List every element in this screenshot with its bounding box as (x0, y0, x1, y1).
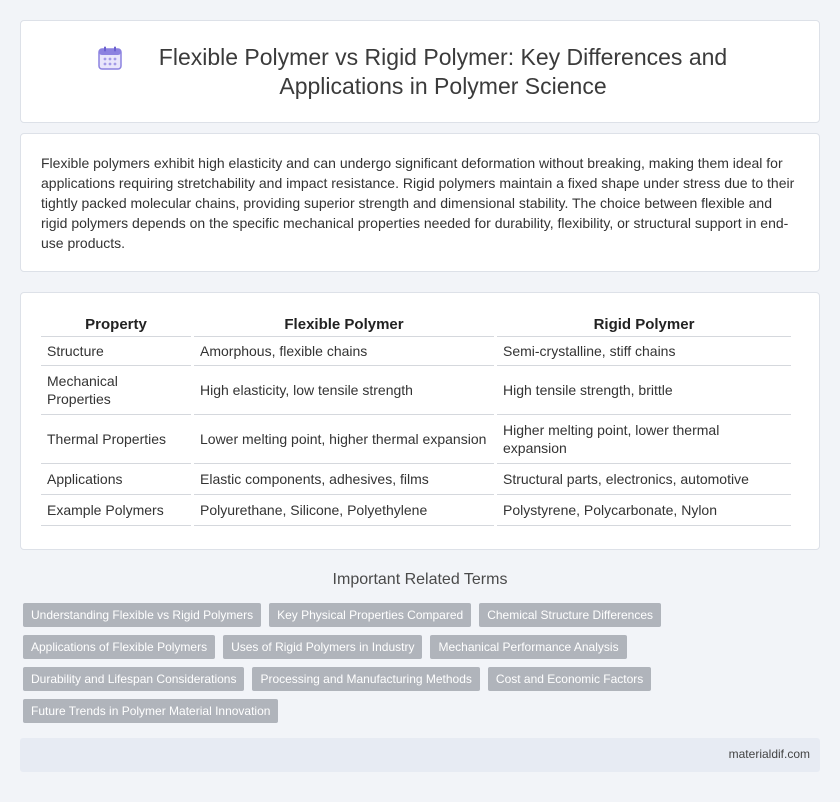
table-cell: High elasticity, low tensile strength (194, 366, 494, 415)
table-cell: Amorphous, flexible chains (194, 337, 494, 366)
table-cell: Applications (41, 464, 191, 495)
header-rigid-polymer: Rigid Polymer (497, 314, 791, 337)
tag-link[interactable]: Key Physical Properties Compared (269, 603, 471, 627)
footer-site-link[interactable]: materialdif.com (728, 747, 810, 761)
comparison-table (38, 314, 794, 526)
related-terms-heading: Important Related Terms (332, 571, 508, 588)
table-cell: High tensile strength, brittle (497, 366, 791, 415)
comparison-table-card (20, 292, 820, 550)
table-row (41, 366, 791, 415)
tag-link[interactable]: Uses of Rigid Polymers in Industry (223, 635, 422, 659)
calendar-icon (97, 45, 123, 71)
table-row (41, 415, 791, 464)
header-flexible-polymer: Flexible Polymer (194, 314, 494, 337)
tag-row (23, 667, 823, 691)
tag-row (23, 603, 823, 627)
table-cell: Structural parts, electronics, automotive (497, 464, 791, 495)
table-cell: Polystyrene, Polycarbonate, Nylon (497, 495, 791, 526)
table-cell: Example Polymers (41, 495, 191, 526)
tag-row (23, 699, 823, 723)
header-card (20, 20, 820, 123)
table-cell: Structure (41, 337, 191, 366)
tag-link[interactable]: Cost and Economic Factors (488, 667, 651, 691)
table-row (41, 495, 791, 526)
table-cell: Lower melting point, higher thermal expansion (194, 415, 494, 464)
table-cell: Elastic components, adhesives, films (194, 464, 494, 495)
tag-link[interactable]: Chemical Structure Differences (479, 603, 661, 627)
tag-row (23, 635, 823, 659)
table-cell: Semi-crystalline, stiff chains (497, 337, 791, 366)
footer (20, 738, 820, 772)
tag-link[interactable]: Future Trends in Polymer Material Innovation (23, 699, 278, 723)
tag-link[interactable]: Understanding Flexible vs Rigid Polymers (23, 603, 261, 627)
related-terms-tags (23, 603, 823, 731)
table-header-row (41, 314, 791, 337)
tag-link[interactable]: Mechanical Performance Analysis (430, 635, 626, 659)
table-cell: Mechanical Properties (41, 366, 191, 415)
table-row (41, 337, 791, 366)
intro-card (20, 133, 820, 272)
table-cell: Higher melting point, lower thermal expansion (497, 415, 791, 464)
intro-paragraph: Flexible polymers exhibit high elasticity and can undergo significant deformation without breaking, making them ideal for applications requiring stretchability and impact resistance. Rigid polymers maintain a fixed shape under stress due to their tightly packed molecular chains, providing superior strength and dimensional stability. The choice between flexible and rigid polymers depends on the specific mechanical properties needed for durability, flexibility, or structural support in end-use products. (41, 155, 795, 251)
title-wrap (97, 43, 743, 101)
page-title: Flexible Polymer vs Rigid Polymer: Key Differences and Applications in Polymer Science (158, 43, 728, 99)
tag-link[interactable]: Durability and Lifespan Considerations (23, 667, 244, 691)
tag-link[interactable]: Processing and Manufacturing Methods (252, 667, 479, 691)
table-cell: Polyurethane, Silicone, Polyethylene (194, 495, 494, 526)
table-cell: Thermal Properties (41, 415, 191, 464)
tag-link[interactable]: Applications of Flexible Polymers (23, 635, 215, 659)
table-row (41, 464, 791, 495)
header-property: Property (41, 314, 191, 337)
